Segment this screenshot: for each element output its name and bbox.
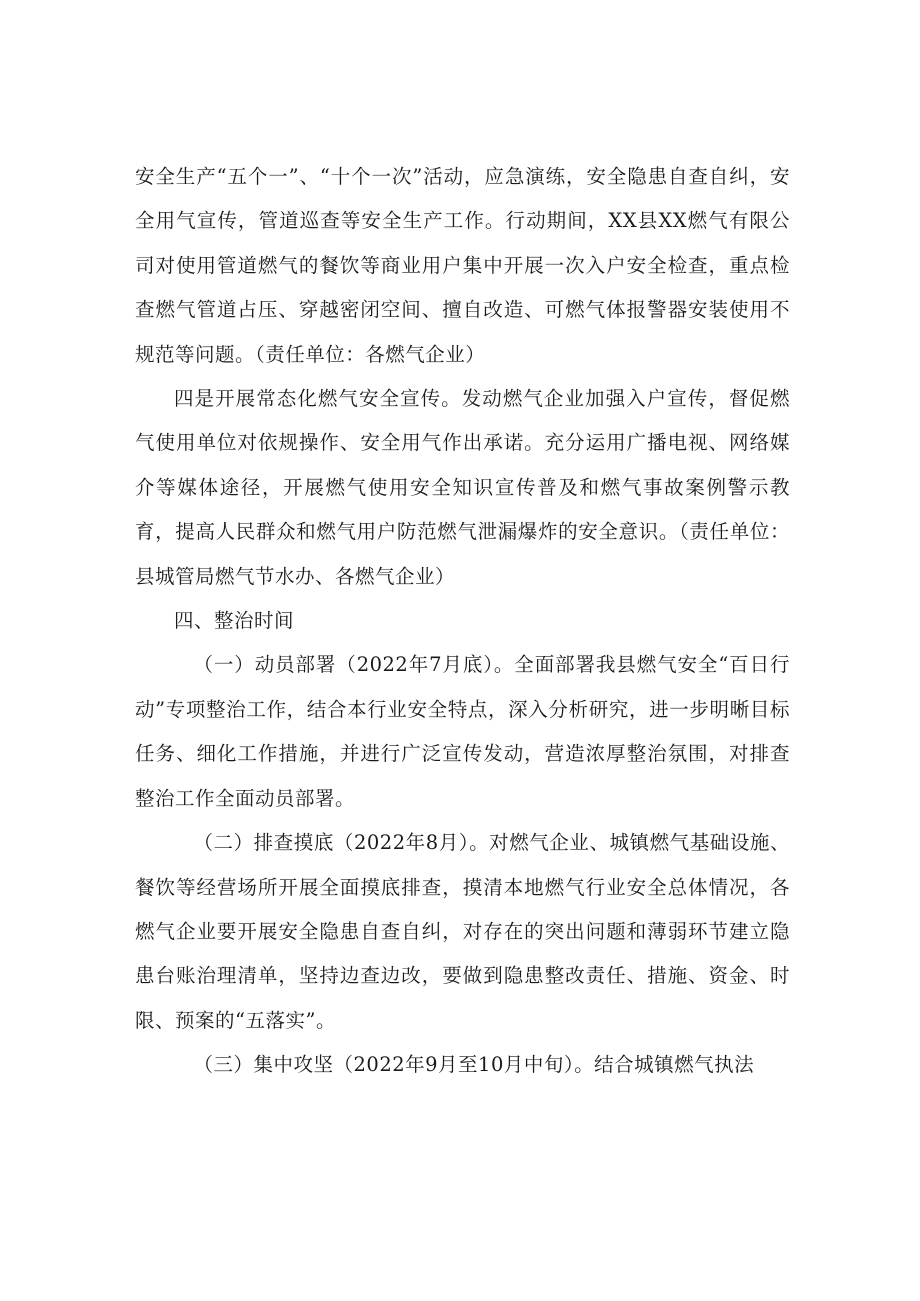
subsection-mobilization: （一）动员部署（2022年7月底）。全面部署我县燃气安全“百日行动”专项整治工作，结合本行业安全特点，深入分析研究，进一步明晰目标任务、细化工作措施，并进行广泛宣传发动，营造浓厚整治氛围，对排查整治工作全面动员部署。 — [135, 653, 790, 810]
document-body — [135, 155, 790, 1088]
subsection-investigation: （二）排查摸底（2022年8月）。对燃气企业、城镇燃气基础设施、餐饮等经营场所开展全面摸底排查，摸清本地燃气行业安全总体情况，各燃气企业要开展安全隐患自查自纠，对存在的突出问题和薄弱环节建立隐患台账治理清单，坚持边查边改，要做到隐患整改责任、措施、资金、时限、预案的“五落实”。 — [135, 831, 790, 1032]
section-heading: 四、整治时间 — [174, 609, 295, 633]
subsection-concentrated-attack: （三）集中攻坚（2022年9月至10月中旬）。结合城镇燃气执法 — [193, 1053, 755, 1077]
paragraph-publicity: 四是开展常态化燃气安全宣传。发动燃气企业加强入户宣传，督促燃气使用单位对依规操作、安全用气作出承诺。充分运用广播电视、网络媒介等媒体途径，开展燃气使用安全知识宣传普及和燃气事故案例警示教育，提高人民群众和燃气用户防范燃气泄漏爆炸的安全意识。（责任单位：县城管局燃气节水办、各燃气企业） — [135, 387, 790, 588]
paragraph-continuation: 安全生产“五个一”、“十个一次”活动，应急演练，安全隐患自查自纠，安全用气宣传，管道巡查等安全生产工作。行动期间，XX县XX燃气有限公司对使用管道燃气的餐饮等商业用户集中开展一次入户安全检查，重点检查燃气管道占压、穿越密闭空间、擅自改造、可燃气体报警器安装使用不规范等问题。（责任单位：各燃气企业） — [135, 165, 790, 366]
